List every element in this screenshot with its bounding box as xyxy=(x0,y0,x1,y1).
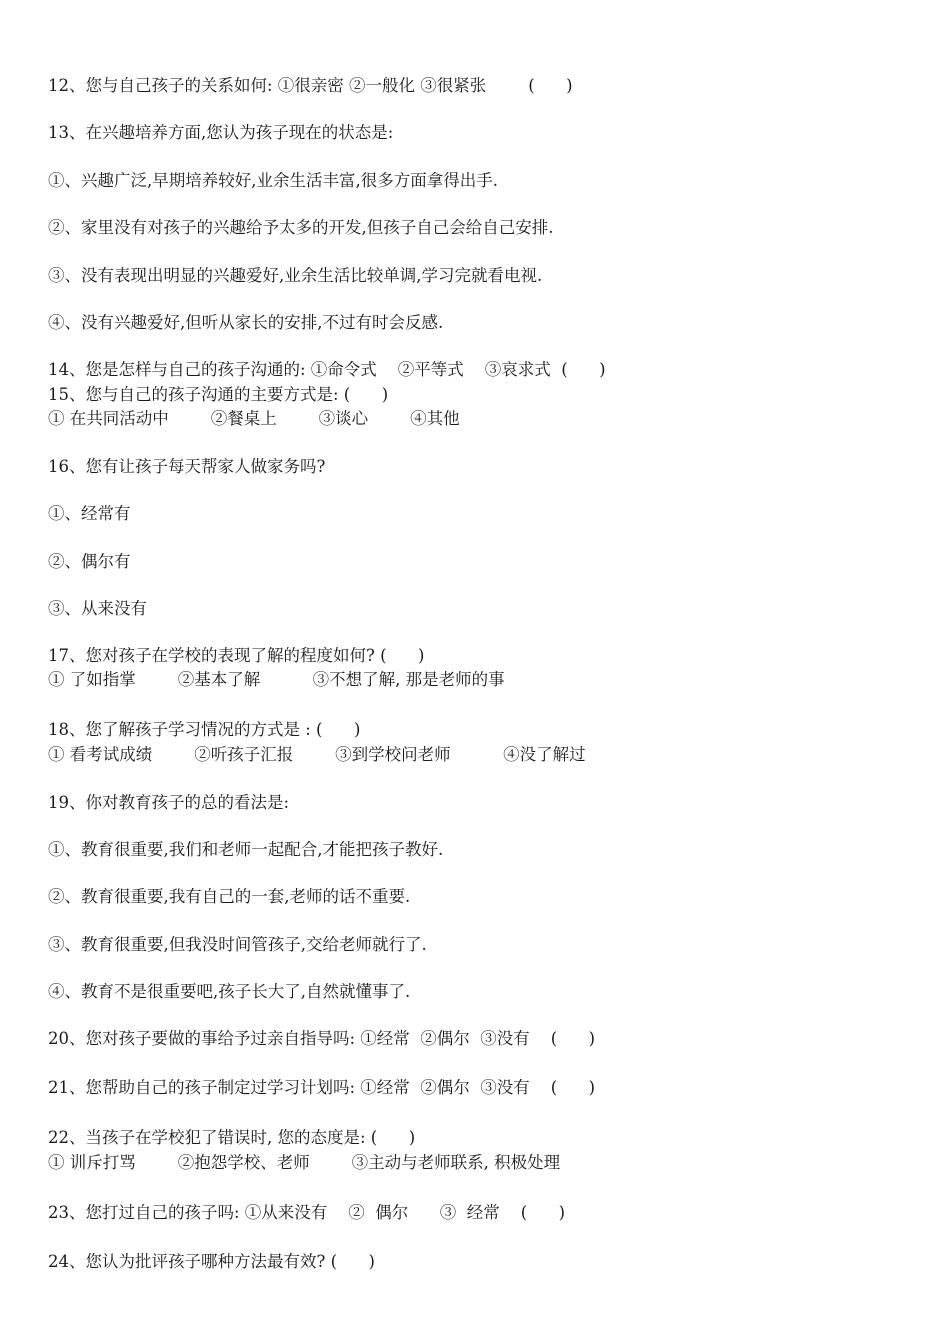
question-16-option-1: ①、经常有 xyxy=(48,504,131,523)
question-22-options: ① 训斥打骂 ②抱怨学校、老师 ③主动与老师联系, 积极处理 xyxy=(48,1153,561,1172)
question-21: 21、您帮助自己的孩子制定过学习计划吗: ①经常 ②偶尔 ③没有 ( ) xyxy=(48,1078,596,1097)
question-13-option-4: ④、没有兴趣爱好,但听从家长的安排,不过有时会反感. xyxy=(48,313,444,332)
question-22: 22、当孩子在学校犯了错误时, 您的态度是: ( ) xyxy=(48,1128,416,1147)
question-13-option-3: ③、没有表现出明显的兴趣爱好,业余生活比较单调,学习完就看电视. xyxy=(48,266,543,285)
question-24: 24、您认为批评孩子哪种方法最有效? ( ) xyxy=(48,1252,375,1271)
question-14: 14、您是怎样与自己的孩子沟通的: ①命令式 ②平等式 ③哀求式 ( ) xyxy=(48,360,606,379)
question-15: 15、您与自己的孩子沟通的主要方式是: ( ) xyxy=(48,385,389,404)
question-13: 13、在兴趣培养方面,您认为孩子现在的状态是: xyxy=(48,123,394,142)
question-16: 16、您有让孩子每天帮家人做家务吗? xyxy=(48,457,326,476)
question-13-option-1: ①、兴趣广泛,早期培养较好,业余生活丰富,很多方面拿得出手. xyxy=(48,171,498,190)
question-16-option-3: ③、从来没有 xyxy=(48,599,147,618)
question-19-option-1: ①、教育很重要,我们和老师一起配合,才能把孩子教好. xyxy=(48,840,444,859)
question-15-options: ① 在共同活动中 ②餐桌上 ③谈心 ④其他 xyxy=(48,409,460,428)
question-23: 23、您打过自己的孩子吗: ①从来没有 ② 偶尔 ③ 经常 ( ) xyxy=(48,1203,566,1222)
question-13-option-2: ②、家里没有对孩子的兴趣给予太多的开发,但孩子自己会给自己安排. xyxy=(48,218,554,237)
question-17-options: ① 了如指掌 ②基本了解 ③不想了解, 那是老师的事 xyxy=(48,670,505,689)
question-18-options: ① 看考试成绩 ②听孩子汇报 ③到学校问老师 ④没了解过 xyxy=(48,745,586,764)
question-12: 12、您与自己孩子的关系如何: ①很亲密 ②一般化 ③很紧张 ( ) xyxy=(48,76,573,95)
question-16-option-2: ②、偶尔有 xyxy=(48,552,131,571)
question-19-option-3: ③、教育很重要,但我没时间管孩子,交给老师就行了. xyxy=(48,935,427,954)
question-19-option-4: ④、教育不是很重要吧,孩子长大了,自然就懂事了. xyxy=(48,982,411,1001)
question-19-option-2: ②、教育很重要,我有自己的一套,老师的话不重要. xyxy=(48,887,411,906)
question-20: 20、您对孩子要做的事给予过亲自指导吗: ①经常 ②偶尔 ③没有 ( ) xyxy=(48,1029,596,1048)
question-17: 17、您对孩子在学校的表现了解的程度如何? ( ) xyxy=(48,646,425,665)
question-19: 19、你对教育孩子的总的看法是: xyxy=(48,793,290,812)
question-18: 18、您了解孩子学习情况的方式是 : ( ) xyxy=(48,720,361,739)
